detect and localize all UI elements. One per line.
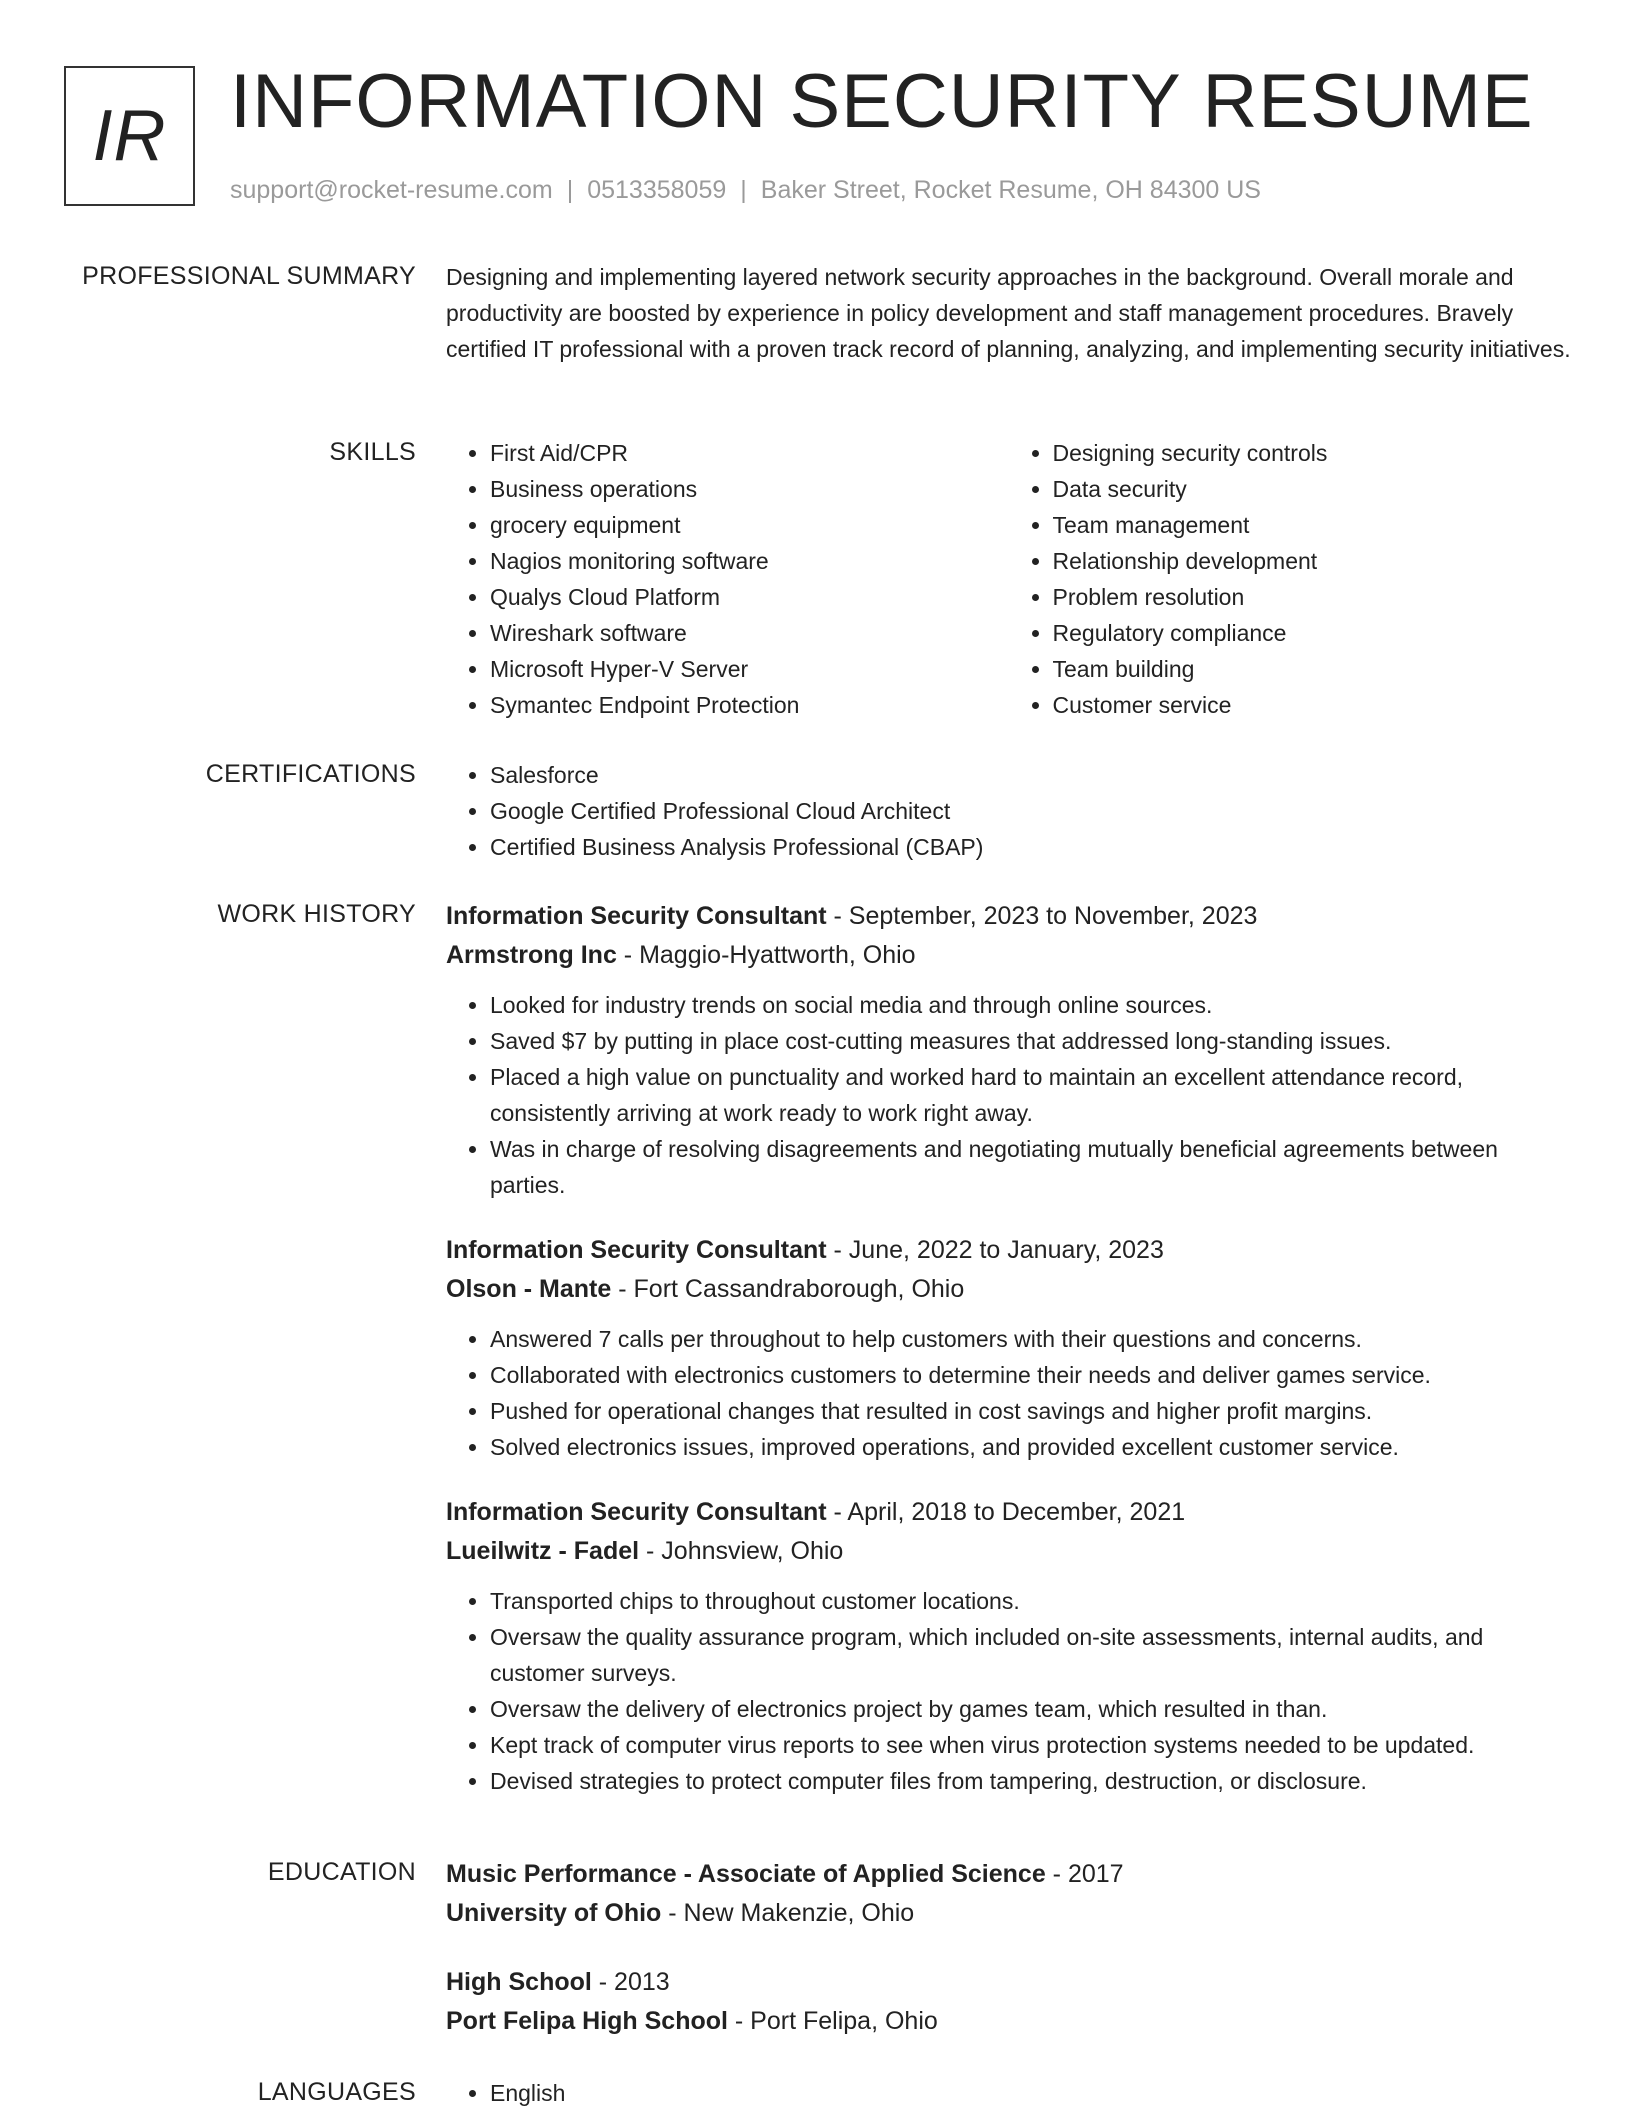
job-dates: - April, 2018 to December, 2021 xyxy=(826,1498,1186,1526)
contact-line xyxy=(230,175,1261,205)
job-bullet: • Answered 7 calls per throughout to help customers with their questions and concerns. xyxy=(490,1321,1571,1357)
monogram-badge xyxy=(64,66,195,206)
education-label: EDUCATION xyxy=(267,1858,416,1886)
skill-item: • Problem resolution xyxy=(1053,579,1572,615)
summary-text: Designing and implementing layered network security approaches in the background. Overall morale and productivity are boosted by experience in policy development and staff management procedures. Bravely certified IT professional with a proven track record of planning, analyzing, and implementing security initiatives. xyxy=(446,264,1571,362)
contact-email: support@rocket-resume.com xyxy=(230,176,553,204)
work-history-content xyxy=(446,897,1571,1799)
job-bullet: • Placed a high value on punctuality and worked hard to maintain an excellent attendance record, consistently arriving at work ready to work right away. xyxy=(490,1059,1571,1131)
language-item: • English xyxy=(490,2075,1571,2111)
education-school-line xyxy=(446,1894,1571,1933)
skill-item: • Team building xyxy=(1053,651,1572,687)
skill-item: • Regulatory compliance xyxy=(1053,615,1572,651)
education-school: Port Felipa High School xyxy=(446,2007,728,2035)
skills-list-left xyxy=(446,435,1009,723)
job-entry xyxy=(446,1231,1571,1465)
skill-item: • grocery equipment xyxy=(490,507,1009,543)
job-entry xyxy=(446,1493,1571,1799)
job-bullet: • Oversaw the delivery of electronics project by games team, which resulted in than. xyxy=(490,1691,1571,1727)
job-company-line xyxy=(446,1532,1571,1571)
job-title: Information Security Consultant xyxy=(446,1498,827,1526)
education-entry xyxy=(446,1963,1571,2041)
job-title-line xyxy=(446,897,1571,936)
job-location: - Maggio-Hyattworth, Ohio xyxy=(616,941,916,969)
certifications-list xyxy=(446,757,1571,865)
certification-item: • Salesforce xyxy=(490,757,1571,793)
languages-label: LANGUAGES xyxy=(257,2078,416,2106)
job-bullet: • Devised strategies to protect computer files from tampering, destruction, or disclosure. xyxy=(490,1763,1571,1799)
skills-label: SKILLS xyxy=(329,438,416,466)
languages-content xyxy=(446,2075,1571,2111)
job-company: Lueilwitz - Fadel xyxy=(446,1537,640,1565)
skill-item: • Symantec Endpoint Protection xyxy=(490,687,1009,723)
education-school-line xyxy=(446,2002,1571,2041)
job-bullets xyxy=(446,1583,1571,1799)
skills-columns xyxy=(446,435,1571,723)
skill-item: • Qualys Cloud Platform xyxy=(490,579,1009,615)
skill-item: • Microsoft Hyper-V Server xyxy=(490,651,1009,687)
job-bullet: • Looked for industry trends on social media and through online sources. xyxy=(490,987,1571,1023)
job-bullet: • Transported chips to throughout customer locations. xyxy=(490,1583,1571,1619)
contact-phone: 0513358059 xyxy=(587,176,727,204)
job-bullet: • Oversaw the quality assurance program, which included on-site assessments, internal audits, and customer surveys. xyxy=(490,1619,1571,1691)
job-bullets xyxy=(446,1321,1571,1465)
work-history-label: WORK HISTORY xyxy=(217,900,416,928)
education-entry xyxy=(446,1855,1571,1933)
job-bullet: • Solved electronics issues, improved operations, and provided excellent customer service. xyxy=(490,1429,1571,1465)
job-bullet: • Collaborated with electronics customers to determine their needs and deliver games service. xyxy=(490,1357,1571,1393)
job-title: Information Security Consultant xyxy=(446,902,827,930)
job-company-line xyxy=(446,1270,1571,1309)
job-title: Information Security Consultant xyxy=(446,1236,827,1264)
skill-item: • Relationship development xyxy=(1053,543,1572,579)
certifications-content xyxy=(446,757,1571,865)
skill-item: • Wireshark software xyxy=(490,615,1009,651)
education-degree-line xyxy=(446,1963,1571,2002)
job-entry xyxy=(446,897,1571,1203)
skill-item: • Business operations xyxy=(490,471,1009,507)
contact-separator: | xyxy=(740,176,747,204)
education-degree-line xyxy=(446,1855,1571,1894)
skill-item: • First Aid/CPR xyxy=(490,435,1009,471)
certification-item: • Google Certified Professional Cloud Architect xyxy=(490,793,1571,829)
job-company-line xyxy=(446,936,1571,975)
job-company: Olson - Mante xyxy=(446,1275,612,1303)
education-year: - 2013 xyxy=(591,1968,670,1996)
education-degree: High School xyxy=(446,1968,592,1996)
monogram-text: IR xyxy=(92,96,167,176)
job-title-line xyxy=(446,1493,1571,1532)
education-location: - Port Felipa, Ohio xyxy=(727,2007,938,2035)
skill-item: • Data security xyxy=(1053,471,1572,507)
certification-item: • Certified Business Analysis Professional (CBAP) xyxy=(490,829,1571,865)
skill-item: • Customer service xyxy=(1053,687,1572,723)
job-dates: - June, 2022 to January, 2023 xyxy=(826,1236,1164,1264)
summary-content xyxy=(446,259,1571,367)
education-school: University of Ohio xyxy=(446,1899,662,1927)
skills-list-right xyxy=(1009,435,1572,723)
summary-label: PROFESSIONAL SUMMARY xyxy=(82,262,416,290)
education-degree: Music Performance - Associate of Applied Science xyxy=(446,1860,1046,1888)
certifications-label: CERTIFICATIONS xyxy=(205,760,416,788)
skill-item: • Team management xyxy=(1053,507,1572,543)
education-location: - New Makenzie, Ohio xyxy=(661,1899,915,1927)
skill-item: • Nagios monitoring software xyxy=(490,543,1009,579)
contact-address: Baker Street, Rocket Resume, OH 84300 US xyxy=(760,176,1261,204)
job-bullets xyxy=(446,987,1571,1203)
job-location: - Johnsview, Ohio xyxy=(639,1537,844,1565)
job-bullet: • Was in charge of resolving disagreements and negotiating mutually beneficial agreements between parties. xyxy=(490,1131,1571,1203)
job-bullet: • Saved $7 by putting in place cost-cutting measures that addressed long-standing issues. xyxy=(490,1023,1571,1059)
job-title-line xyxy=(446,1231,1571,1270)
job-bullet: • Pushed for operational changes that resulted in cost savings and higher profit margins. xyxy=(490,1393,1571,1429)
skill-item: • Designing security controls xyxy=(1053,435,1572,471)
job-company: Armstrong Inc xyxy=(446,941,617,969)
job-bullet: • Kept track of computer virus reports to see when virus protection systems needed to be updated. xyxy=(490,1727,1571,1763)
languages-list xyxy=(446,2075,1571,2111)
education-content xyxy=(446,1855,1571,2041)
job-location: - Fort Cassandraborough, Ohio xyxy=(611,1275,965,1303)
education-year: - 2017 xyxy=(1045,1860,1124,1888)
resume-title: INFORMATION SECURITY RESUME xyxy=(230,59,1534,144)
job-dates: - September, 2023 to November, 2023 xyxy=(826,902,1258,930)
contact-separator: | xyxy=(566,176,574,204)
